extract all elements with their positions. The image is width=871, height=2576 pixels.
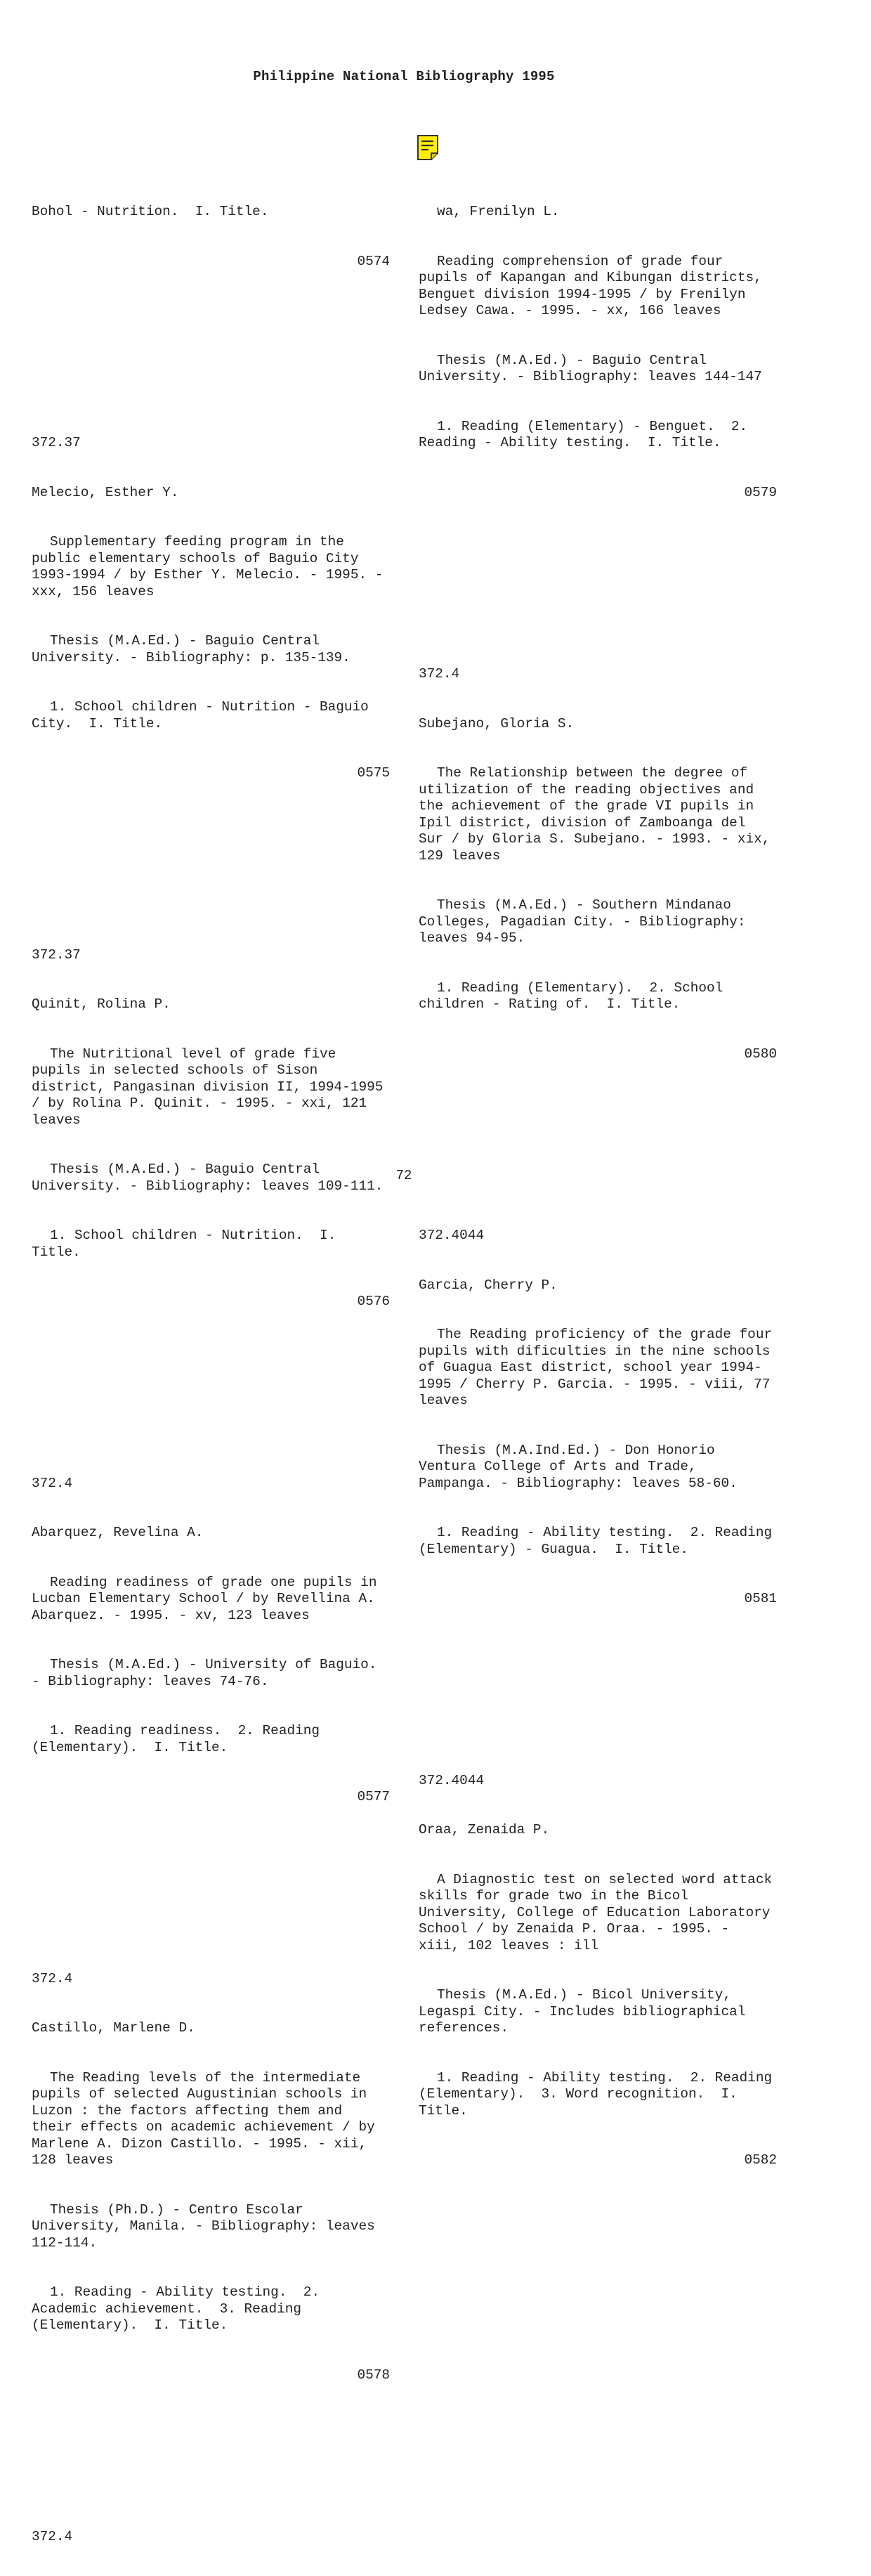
author: Quinit, Rolina P.: [32, 996, 171, 1012]
subjects: 1. Reading (Elementary). 2. School children - Rating of. I. Title.: [419, 980, 731, 1012]
bibliography-entry: [419, 633, 777, 1095]
subjects: 1. Reading - Ability testing. 2. Reading (Elementary). 3. Word recognition. I. Title.: [419, 2069, 780, 2119]
page-number: 72: [395, 1168, 412, 1183]
thesis-note: Thesis (M.A.Ed.) - Baguio Central University. - Bibliography: leaves 144-147: [419, 352, 762, 384]
thesis-note: Thesis (M.A.Ed.) - Baguio Central University. - Bibliography: p. 135-139.: [32, 633, 351, 665]
entry-number: 0582: [744, 2152, 777, 2168]
class-number: 372.37: [32, 947, 81, 963]
title-block: The Relationship between the degree of utilization of the reading objectives and the achievement of the grade VI pupils in Ipil district, division of Zamboanga del Sur / by Gloria S. Subejano. - 1993. - xix, 129 leaves: [419, 765, 779, 864]
entry-number: 0577: [357, 1789, 390, 1804]
top-fragment: [32, 171, 390, 303]
bibliography-entry: [419, 1740, 780, 2202]
left-column: [32, 138, 390, 2576]
thesis-note: Thesis (M.A.Ed.) - University of Baguio. - Bibliography: leaves 74-76.: [32, 1657, 386, 1689]
class-number: 372.4: [32, 1970, 73, 1986]
title-block: A Diagnostic test on selected word attack skills for grade two in the Bicol University, College of Education Laboratory School / by Zenaida P. Oraa. - 1995. - xiii, 102 leaves : ill: [419, 1871, 780, 1953]
title-block: Reading comprehension of grade four pupils of Kapangan and Kibungan districts, Benguet division 1994-1995 / by Frenilyn Ledsey Cawa. - 1995. - xx, 166 leaves: [419, 253, 771, 318]
class-number: 372.4044: [419, 1772, 485, 1788]
class-number: 372.4: [32, 1475, 73, 1491]
author: Melecio, Esther Y.: [32, 484, 179, 500]
subjects: 1. Reading - Ability testing. 2. Academic achievement. 3. Reading (Elementary). I. Title.: [32, 2284, 328, 2333]
thesis-note: Thesis (M.A.Ind.Ed.) - Don Honorio Ventura College of Arts and Trade, Pampanga. - Bibliography: leaves 58-60.: [419, 1442, 738, 1491]
bibliography-entry: [32, 1938, 390, 2417]
entry-number: 0581: [744, 1591, 777, 1606]
title-block: Reading readiness of grade one pupils in Lucban Elementary School / by Revellina A. Abarquez. - 1995. - xv, 123 leaves: [32, 1574, 386, 1623]
entry-number: 0575: [357, 765, 390, 781]
author: Oraa, Zenaida P.: [419, 1822, 550, 1837]
author: Abarquez, Revelina A.: [32, 1525, 204, 1540]
entry-number: 0576: [357, 1294, 390, 1309]
title-block: Supplementary feeding program in the public elementary schools of Baguio City 1993-1994 / by Esther Y. Melecio. - 1995. - xxx, 156 leaves: [32, 534, 392, 599]
subject-line: Bohol - Nutrition. I. Title.: [32, 204, 269, 219]
class-number: 372.4: [32, 2529, 73, 2545]
thesis-note: Thesis (M.A.Ed.) - Southern Mindanao Colleges, Pagadian City. - Bibliography: leaves 94-95.: [419, 897, 754, 946]
title-block: The Reading levels of the intermediate pupils of selected Augustinian schools in Luzon : the factors affecting them and their effects on academic achievement / by Marlene A. Dizon Castillo. - 1995. - xii, 128 leaves: [32, 2069, 384, 2168]
thesis-note: Thesis (M.A.Ed.) - Baguio Central University. - Bibliography: leaves 109-111.: [32, 1162, 384, 1194]
subjects: 1. School children - Nutrition. I. Title.: [32, 1228, 344, 1260]
bibliography-entry: [32, 402, 390, 815]
class-number: 372.37: [32, 435, 81, 450]
subjects: 1. Reading - Ability testing. 2. Reading (Elementary) - Guagua. I. Title.: [419, 1525, 780, 1557]
author: Castillo, Marlene D.: [32, 2020, 195, 2036]
entry-number: 0579: [744, 484, 777, 500]
bibliography-entry: [32, 914, 390, 1344]
author: wa, Frenilyn L.: [437, 204, 560, 219]
bibliography-entry: [32, 1443, 390, 1839]
page-title: Philippine National Bibliography 1995: [253, 69, 555, 84]
thesis-note: Thesis (Ph.D.) - Centro Escolar University, Manila. - Bibliography: leaves 112-114.: [32, 2201, 384, 2251]
title-block: The Reading proficiency of the grade four pupils with dificulties in the nine schools of Guagua East district, school year 1994-1995 / Cherry P. Garcia. - 1995. - viii, 77 leaves: [419, 1327, 780, 1408]
subjects: 1. School children - Nutrition - Baguio City. I. Title.: [32, 699, 377, 731]
author: Subejano, Gloria S.: [419, 715, 575, 731]
subjects: 1. Reading readiness. 2. Reading (Elementary). I. Title.: [32, 1723, 328, 1755]
entry-number: 0580: [744, 1046, 777, 1062]
entry-number: 0578: [357, 2367, 390, 2383]
bibliography-entry: [419, 1195, 780, 1641]
bibliography-entry: [419, 171, 777, 534]
title-block: The Nutritional level of grade five pupils in selected schools of Sison district, Pangasinan division II, 1994-1995 / by Rolina P. Quinit. - 1995. - xxi, 121 leaves: [32, 1046, 392, 1128]
class-number: 372.4044: [419, 1228, 485, 1243]
subjects: 1. Reading (Elementary) - Benguet. 2. Reading - Ability testing. I. Title.: [419, 418, 756, 450]
thesis-note: Thesis (M.A.Ed.) - Bicol University, Legaspi City. - Includes bibliographical references.: [419, 1987, 754, 2036]
class-number: 372.4: [419, 666, 460, 682]
author: Garcia, Cherry P.: [419, 1277, 558, 1293]
entry-number: 0574: [357, 253, 390, 269]
